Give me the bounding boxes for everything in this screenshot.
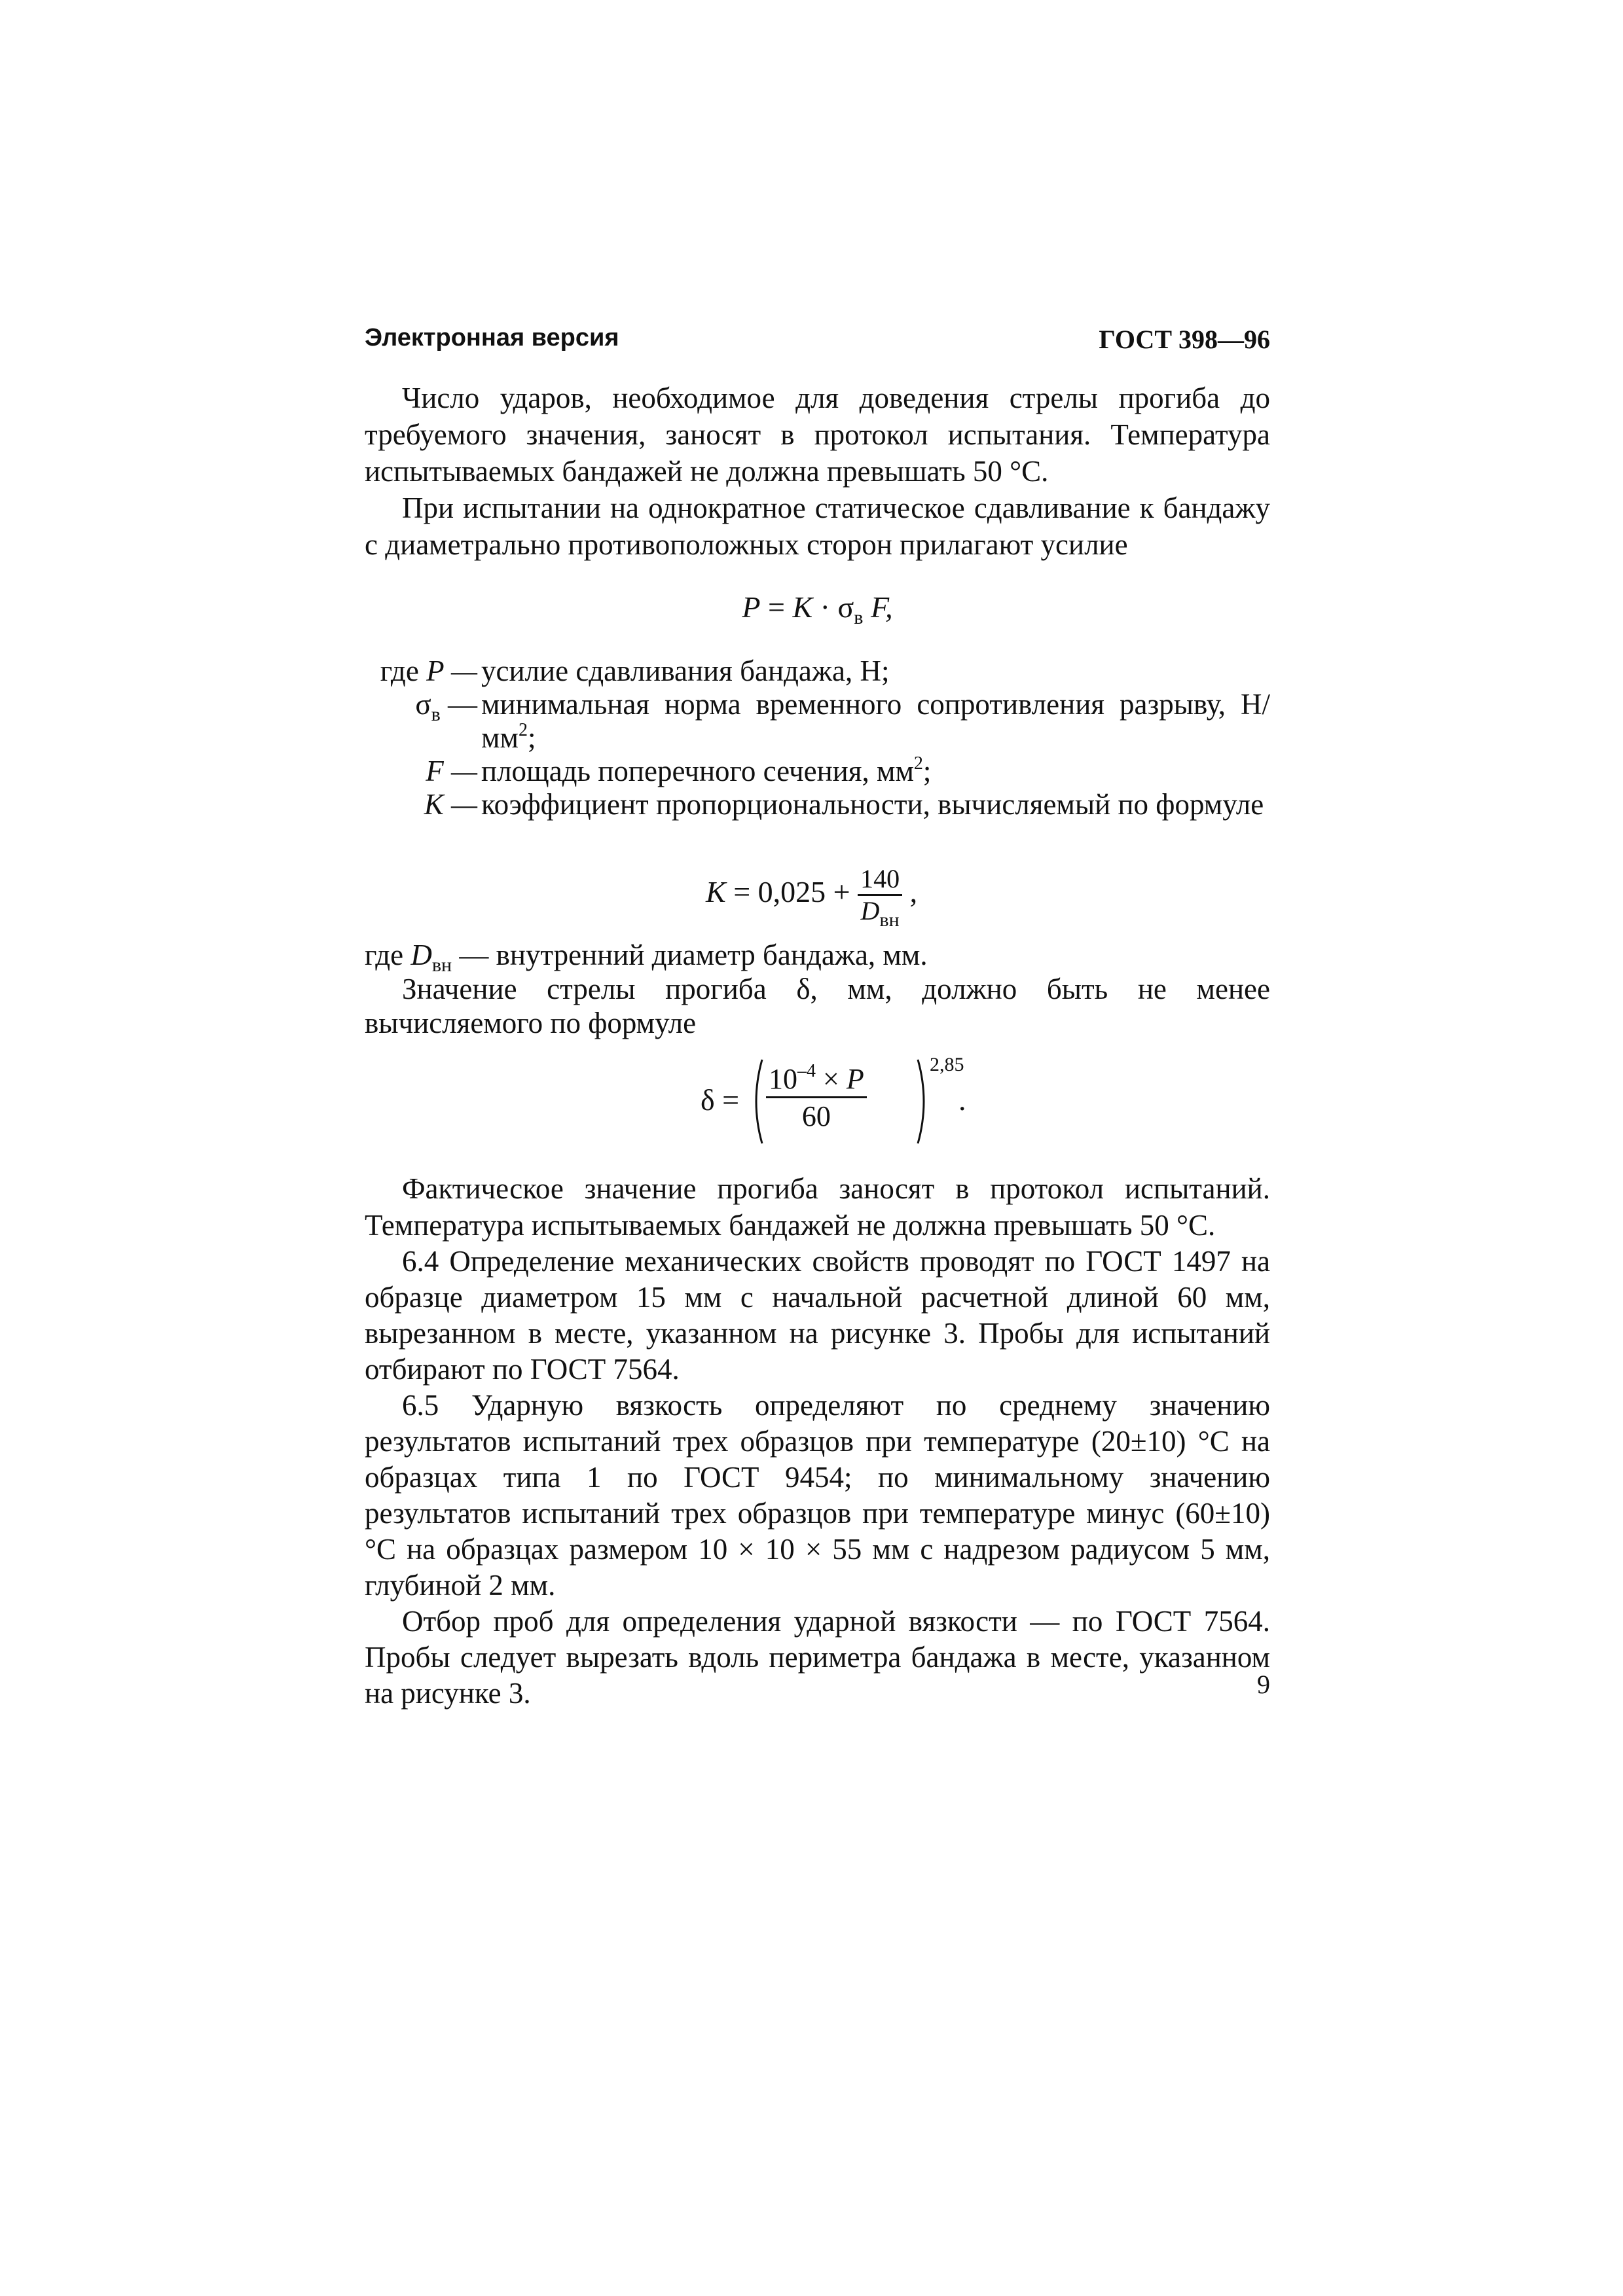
paragraph-sampling: Отбор проб для определения ударной вязкости — по ГОСТ 7564. Пробы следует вырезать вдоль периметра бандажа в месте, указанном на рисунке 3.	[365, 1605, 1270, 1710]
formula-force-f: F,	[863, 590, 893, 624]
formula-deflection-exponent: –4	[797, 1061, 816, 1081]
page-number: 9	[1257, 1670, 1270, 1699]
definition-sigma-sym: σ	[415, 688, 431, 721]
formula-deflection-numerator	[766, 1062, 867, 1098]
definition-p	[365, 655, 1270, 688]
definition-k-text: коэффициент пропорциональности, вычисляемый по формуле	[481, 788, 1264, 821]
formula-force-sigma: · σ	[812, 590, 854, 624]
definition-sigma-text	[481, 688, 1270, 755]
definitions-list	[365, 655, 1270, 821]
formula-force-eq: =	[760, 590, 793, 624]
formula-deflection-times: ×	[816, 1063, 847, 1095]
dvn-sym: D	[410, 939, 432, 971]
formula-force	[365, 589, 1270, 626]
definition-f-text	[481, 755, 1270, 788]
paragraph-6-4-mechanical-properties: 6.4 Определение механических свойств проводят по ГОСТ 1497 на образце диаметром 15 мм с начальной расчетной длиной 60 мм, вырезанном в месте, указанном на рисунке 3. Пробы для испытаний отбирают по ГОСТ 7564.	[365, 1245, 1270, 1386]
formula-k-numerator: 140	[858, 864, 902, 896]
definition-f-end: ;	[922, 755, 932, 787]
definition-sigma-body: минимальная норма временного сопротивления разрыву, Н/мм	[481, 688, 1270, 754]
formula-deflection-lhs: δ =	[701, 1083, 740, 1117]
paragraph-impact-count: Число ударов, необходимое для доведения стрелы прогиба до требуемого значения, заносят в протокол испытания. Температура испытываемых бандажей не должна превышать 50 °С.	[365, 382, 1270, 488]
definition-k	[365, 788, 1270, 821]
paragraph-static-compression: При испытании на однократное статическое сдавливание к бандажу с диаметрально противоположных сторон прилагают усилие	[365, 492, 1270, 561]
paragraph-6-5-impact-strength: 6.5 Ударную вязкость определяют по среднему значению результатов испытаний трех образцов при температуре (20±10) °С на образцах типа 1 по ГОСТ 9454; по минимальному значению результатов испытаний трех образцов при температуре минус (60±10) °С на образцах размером 10 × 10 × 55 мм с надрезом радиусом 5 мм, глубиной 2 мм.	[365, 1389, 1270, 1602]
formula-k-denominator	[858, 896, 902, 931]
formula-force-lhs: P	[742, 590, 761, 624]
definition-sigma-unit-exp: 2	[518, 720, 528, 740]
definition-f-body: площадь поперечного сечения, мм	[481, 755, 914, 787]
definition-where-word: где	[380, 655, 419, 687]
text-block-middle	[365, 938, 1270, 1040]
definition-sigma-sub: в	[431, 704, 441, 725]
paragraph-deflection-value: Значение стрелы прогиба δ, мм, должно быть не менее вычисляемого по формуле	[365, 973, 1270, 1039]
formula-deflection-denominator: 60	[801, 1100, 831, 1132]
formula-deflection-ten: 10	[769, 1063, 797, 1095]
definition-p-text: усилие сдавливания бандажа, Н;	[481, 655, 890, 687]
formula-k-tail: ,	[902, 875, 918, 909]
formula-k-fraction	[858, 864, 902, 931]
text-block-bottom	[365, 1170, 1270, 1712]
definition-sigma-symbol	[365, 688, 477, 725]
definition-f	[365, 755, 1270, 788]
running-header	[365, 324, 1270, 363]
formula-deflection-tail: .	[958, 1083, 966, 1117]
formula-force-k: K	[792, 590, 813, 624]
dvn-text: — внутренний диаметр бандажа, мм.	[452, 939, 928, 971]
paragraph-actual-deflection: Фактическое значение прогиба заносят в протокол испытаний. Температура испытываемых бандажей не должна превышать 50 °С.	[365, 1172, 1270, 1242]
formula-deflection-power: 2,85	[930, 1054, 964, 1075]
text-block-top	[365, 380, 1270, 563]
header-standard-number: ГОСТ 398—96	[1099, 325, 1270, 354]
formula-k-body	[706, 864, 918, 931]
dvn-definition	[365, 938, 1270, 976]
formula-force-sigma-sub: в	[854, 607, 864, 628]
definition-sigma-end: ;	[527, 721, 536, 754]
definition-k-sym: K —	[424, 788, 477, 821]
definition-f-sym: F —	[426, 755, 477, 787]
formula-k-mid: = 0,025 +	[725, 875, 858, 909]
dvn-where-word: где	[365, 939, 411, 971]
formula-deflection-paren-left	[748, 1057, 765, 1146]
definition-p-symbol	[365, 655, 477, 688]
formula-k-den-sub: вн	[879, 909, 900, 931]
definition-k-symbol	[365, 788, 477, 821]
definition-sigma	[365, 688, 1270, 755]
header-edition-label: Электронная версия	[365, 324, 619, 351]
definition-sigma-dash: —	[440, 688, 477, 721]
dvn-sub: вн	[431, 954, 452, 976]
definition-f-unit-exp: 2	[913, 753, 923, 774]
formula-k-lhs: K	[706, 875, 726, 909]
definition-p-sym: P —	[426, 655, 477, 687]
formula-deflection-p: P	[846, 1063, 864, 1095]
formula-k-den-sym: D	[860, 896, 880, 925]
definition-f-symbol	[365, 755, 477, 788]
formula-deflection-fraction	[766, 1062, 867, 1135]
